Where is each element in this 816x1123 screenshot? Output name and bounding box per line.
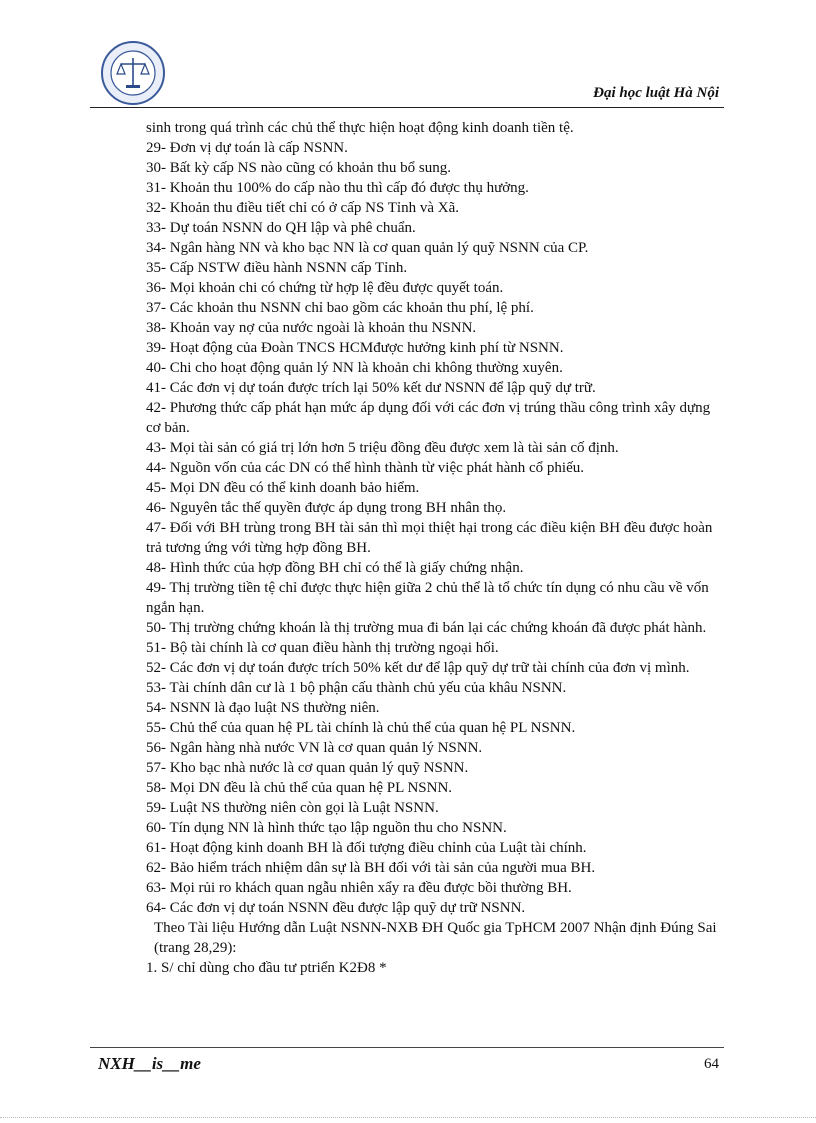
statement-line: 49- Thị trường tiền tệ chỉ được thực hiện giữa 2 chủ thể là tổ chức tín dụng có nhu cầu về vốn ngắn hạn. <box>146 580 709 616</box>
statement-line: 34- Ngân hàng NN và kho bạc NN là cơ quan quản lý quỹ NSNN của CP. <box>146 240 589 256</box>
page-edge-divider <box>0 1117 816 1118</box>
statement-line: 50- Thị trường chứng khoán là thị trường mua đi bán lại các chứng khoán đã được phát hành. <box>146 620 707 636</box>
statement-line: 58- Mọi DN đều là chủ thể của quan hệ PL NSNN. <box>146 780 453 796</box>
statement-line: 53- Tài chính dân cư là 1 bộ phận cấu thành chủ yếu của khâu NSNN. <box>146 680 567 696</box>
page-number: 64 <box>704 1056 719 1072</box>
footer-author: NXH__is__me <box>98 1054 201 1073</box>
statement-line: 33- Dự toán NSNN do QH lập và phê chuẩn. <box>146 220 416 236</box>
statement-line: 57- Kho bạc nhà nước là cơ quan quản lý quỹ NSNN. <box>146 760 469 776</box>
statement-line: 62- Bảo hiểm trách nhiệm dân sự là BH đối với tài sản của người mua BH. <box>146 860 596 876</box>
statement-line: 45- Mọi DN đều có thể kinh doanh bảo hiểm. <box>146 480 420 496</box>
statement-line: 41- Các đơn vị dự toán được trích lại 50% kết dư NSNN để lập quỹ dự trữ. <box>146 380 596 396</box>
statement-line: 46- Nguyên tắc thế quyền được áp dụng trong BH nhân thọ. <box>146 500 507 516</box>
statement-line: 29- Đơn vị dự toán là cấp NSNN. <box>146 140 348 156</box>
statement-line: 37- Các khoản thu NSNN chỉ bao gồm các khoản thu phí, lệ phí. <box>146 300 534 316</box>
statement-line: 30- Bất kỳ cấp NS nào cũng có khoản thu bổ sung. <box>146 160 451 176</box>
statement-line: 32- Khoản thu điều tiết chỉ có ở cấp NS Tỉnh và Xã. <box>146 200 460 216</box>
answer-line: 1. S/ chỉ dùng cho đầu tư ptriển K2Đ8 * <box>146 960 387 976</box>
statement-line: 63- Mọi rủi ro khách quan ngẫu nhiên xẩy ra đều được bồi thường BH. <box>146 880 572 896</box>
statement-line: 39- Hoạt động của Đoàn TNCS HCMđược hưởng kinh phí từ NSNN. <box>146 340 564 356</box>
statement-line: 64- Các đơn vị dự toán NSNN đều được lập quỹ dự trữ NSNN. <box>146 900 526 916</box>
source-intro: Theo Tài liệu Hướng dẫn Luật NSNN-NXB ĐH Quốc gia TpHCM 2007 Nhận định Đúng Sai (trang 28,29): <box>154 920 717 956</box>
statement-line: 36- Mọi khoản chi có chứng từ hợp lệ đều được quyết toán. <box>146 280 504 296</box>
statement-line: 40- Chi cho hoạt động quản lý NN là khoản chi không thường xuyên. <box>146 360 563 376</box>
statement-line: 55- Chủ thể của quan hệ PL tài chính là chủ thể của quan hệ PL NSNN. <box>146 720 576 736</box>
statement-line: 52- Các đơn vị dự toán được trích 50% kết dư để lập quỹ dự trữ tài chính của đơn vị mình. <box>146 660 690 676</box>
statement-line: 56- Ngân hàng nhà nước VN là cơ quan quản lý NSNN. <box>146 740 483 756</box>
header-title: Đại học luật Hà Nội <box>593 85 719 101</box>
statement-line: 31- Khoản thu 100% do cấp nào thu thì cấp đó được thụ hưởng. <box>146 180 529 196</box>
university-seal-logo <box>100 40 166 106</box>
statement-line: 60- Tín dụng NN là hình thức tạo lập nguồn thu cho NSNN. <box>146 820 507 836</box>
document-body <box>146 118 726 978</box>
statement-line: 44- Nguồn vốn của các DN có thể hình thành từ việc phát hành cổ phiếu. <box>146 460 585 476</box>
statement-line: 59- Luật NS thường niên còn gọi là Luật NSNN. <box>146 800 439 816</box>
statement-line: 48- Hình thức của hợp đồng BH chỉ có thể là giấy chứng nhận. <box>146 560 524 576</box>
statement-line: 43- Mọi tài sản có giá trị lớn hơn 5 triệu đồng đều được xem là tài sản cố định. <box>146 440 619 456</box>
statement-line: 54- NSNN là đạo luật NS thường niên. <box>146 700 380 716</box>
statement-line: 35- Cấp NSTW điều hành NSNN cấp Tỉnh. <box>146 260 408 276</box>
statement-line: 38- Khoản vay nợ của nước ngoài là khoản thu NSNN. <box>146 320 477 336</box>
header-divider <box>90 107 724 108</box>
statement-line: 61- Hoạt động kinh doanh BH là đối tượng điều chỉnh của Luật tài chính. <box>146 840 587 856</box>
statement-line: 47- Đối với BH trùng trong BH tài sản thì mọi thiệt hại trong các điều kiện BH đều được hoàn trả tương ứng với từng hợp đồng BH. <box>146 520 713 556</box>
statement-line: sinh trong quá trình các chủ thể thực hiện hoạt động kinh doanh tiền tệ. <box>146 120 574 136</box>
statement-line: 42- Phương thức cấp phát hạn mức áp dụng đối với các đơn vị trúng thầu công trình xây dựng cơ bản. <box>146 400 711 436</box>
statement-line: 51- Bộ tài chính là cơ quan điều hành thị trường ngoại hối. <box>146 640 499 656</box>
footer-divider <box>90 1047 724 1048</box>
university-seal-icon <box>100 40 166 106</box>
